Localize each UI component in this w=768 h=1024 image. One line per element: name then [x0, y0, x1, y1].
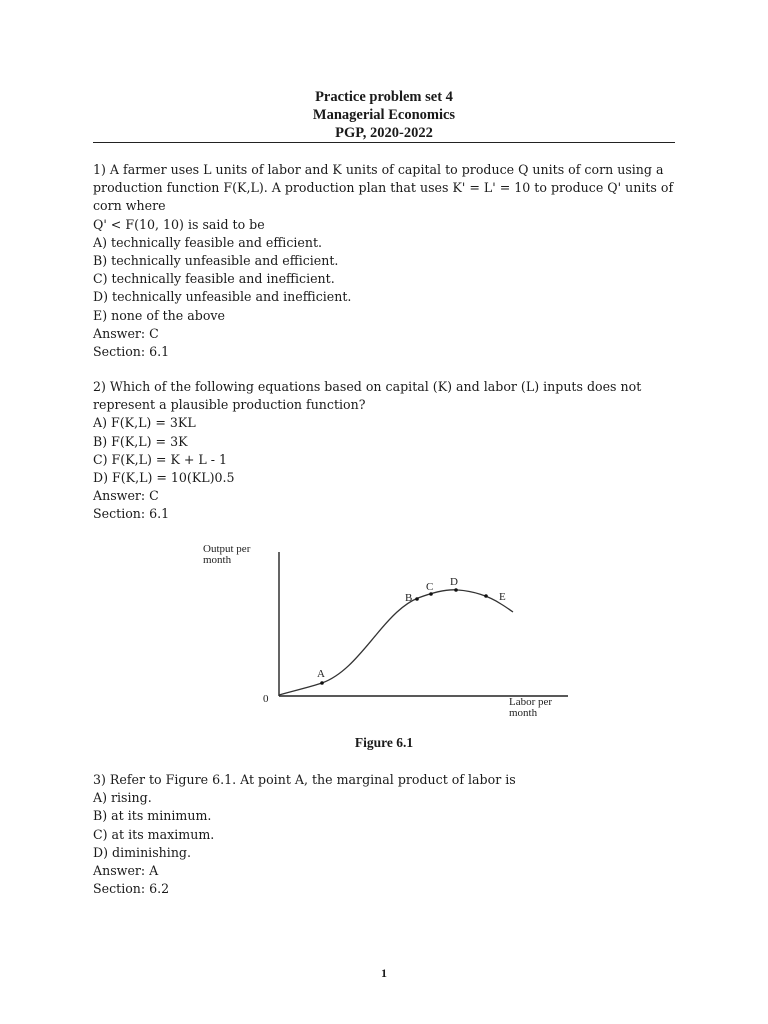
option-e: E) none of the above [93, 307, 225, 323]
question-1-line: 1) A farmer uses L units of labor and K units of capital to produce Q units of corn using a [93, 162, 664, 177]
answer: Answer: C [93, 325, 159, 341]
option-c: C) at its maximum. [93, 826, 215, 842]
question-1-line: corn where [93, 198, 166, 214]
document-header [0, 88, 768, 142]
point-b-label: B [405, 592, 413, 604]
option-d: D) diminishing. [93, 844, 191, 860]
option-b: B) at its minimum. [93, 808, 212, 824]
option-d: D) F(K,L) = 10(KL)0.5 [93, 470, 235, 486]
question-1-line: Q' < F(10, 10) is said to be [93, 216, 265, 232]
header-divider [93, 142, 675, 143]
header-program: PGP, 2020-2022 [335, 125, 433, 141]
point-e-marker [484, 594, 488, 598]
question-1-line: production function F(K,L). A production plan that uses K' = L' = 10 to produce Q' units of [93, 180, 674, 196]
option-a: A) rising. [93, 790, 152, 806]
question-2-line: represent a plausible production function? [93, 397, 366, 413]
point-d-marker [454, 588, 458, 592]
point-a-marker [320, 681, 324, 685]
header-course: Managerial Economics [312, 107, 456, 123]
x-axis-label-line1: Labor per [509, 696, 553, 708]
point-e-label: E [499, 591, 506, 603]
section-ref: Section: 6.1 [93, 506, 170, 522]
answer: Answer: C [93, 488, 159, 504]
option-a: A) F(K,L) = 3KL [93, 415, 196, 431]
figure-svg [198, 538, 578, 728]
question-2-line: 2) Which of the following equations based on capital (K) and labor (L) inputs does not [93, 379, 642, 394]
question-3 [93, 771, 693, 898]
option-d: D) technically unfeasible and inefficient. [93, 289, 352, 305]
section-ref: Section: 6.1 [93, 344, 170, 360]
x-axis-label-line2: month [509, 707, 538, 719]
y-axis-label-line2: month [203, 554, 232, 566]
page-number: 1 [381, 966, 387, 980]
y-axis-label-line1: Output per [203, 543, 251, 555]
question-1 [93, 161, 693, 361]
option-c: C) F(K,L) = K + L - 1 [93, 451, 228, 467]
option-a: A) technically feasible and efficient. [93, 234, 323, 250]
point-a-label: A [317, 668, 325, 680]
question-2 [93, 378, 693, 524]
question-3-line: 3) Refer to Figure 6.1. At point A, the marginal product of labor is [93, 772, 516, 787]
origin-label: 0 [263, 693, 269, 705]
figure-caption: Figure 6.1 [354, 735, 414, 750]
production-curve [279, 590, 513, 695]
option-b: B) F(K,L) = 3K [93, 433, 188, 449]
answer: Answer: A [93, 863, 159, 879]
point-d-label: D [450, 576, 458, 588]
point-c-label: C [426, 581, 434, 593]
section-ref: Section: 6.2 [93, 881, 170, 897]
option-c: C) technically feasible and inefficient. [93, 271, 335, 287]
point-b-marker [415, 597, 419, 601]
production-function-figure [198, 538, 578, 728]
header-title: Practice problem set 4 [315, 89, 453, 105]
option-b: B) technically unfeasible and efficient. [93, 253, 339, 269]
